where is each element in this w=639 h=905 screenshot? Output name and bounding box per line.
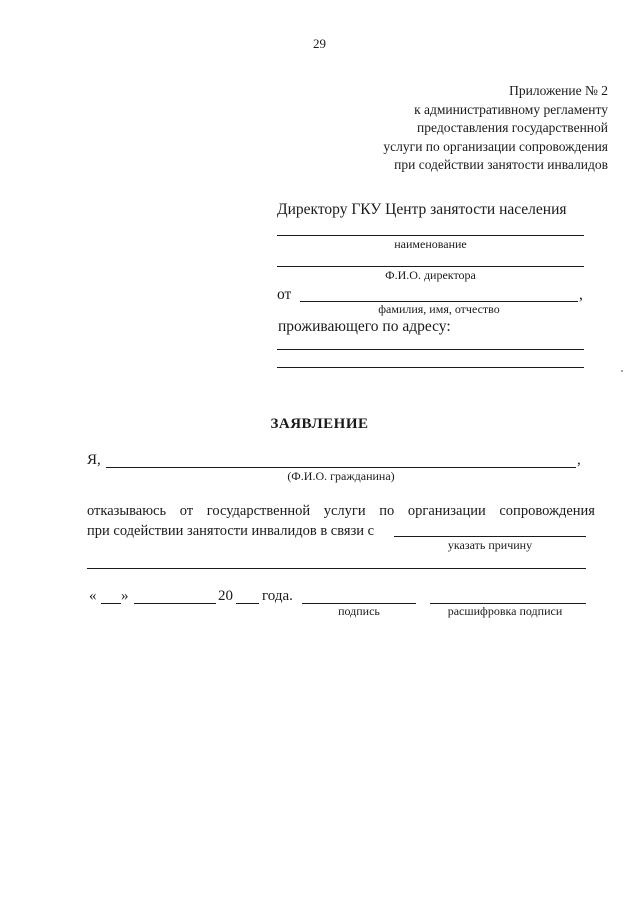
month-field[interactable] bbox=[134, 603, 216, 604]
day-field[interactable] bbox=[101, 603, 121, 604]
appendix-line: услуги по организации сопровождения bbox=[383, 138, 608, 154]
page-number: 29 bbox=[313, 36, 326, 51]
appendix-line: при содействии занятости инвалидов bbox=[394, 157, 608, 172]
address-label: проживающего по адресу: bbox=[278, 318, 451, 335]
caption-decryption: расшифровка подписи bbox=[447, 604, 563, 618]
appendix-line: предоставления государственной bbox=[417, 120, 608, 135]
address-field-line-2[interactable] bbox=[277, 367, 584, 368]
address-field-line-1[interactable] bbox=[277, 349, 584, 350]
citizen-name-field[interactable] bbox=[106, 467, 576, 468]
quote-open: « bbox=[89, 588, 97, 604]
reason-field[interactable] bbox=[394, 536, 586, 537]
body-word: по bbox=[379, 503, 395, 519]
from-label: от bbox=[277, 286, 292, 303]
year-suffix: года. bbox=[262, 588, 293, 604]
body-word: отказываюсь bbox=[87, 503, 167, 519]
body-word: государственной bbox=[206, 503, 311, 519]
from-comma: , bbox=[579, 286, 583, 303]
caption-director: Ф.И.О. директора bbox=[385, 268, 476, 282]
i-label: Я, bbox=[87, 452, 101, 468]
body-word: сопровождения bbox=[499, 503, 595, 519]
caption-name: наименование bbox=[394, 237, 467, 251]
body-word: услуги bbox=[323, 503, 366, 519]
reason-continuation-field[interactable] bbox=[87, 568, 586, 569]
caption-signature: подпись bbox=[338, 604, 380, 618]
quote-close: » bbox=[121, 588, 129, 604]
caption-citizen: (Ф.И.О. гражданина) bbox=[287, 469, 395, 483]
organization-name-field[interactable] bbox=[277, 235, 584, 236]
year-field[interactable] bbox=[236, 603, 259, 604]
citizen-comma: , bbox=[577, 452, 581, 468]
caption-reason: указать причину bbox=[447, 538, 533, 552]
director-name-field[interactable] bbox=[277, 266, 584, 267]
appendix-line: к административному регламенту bbox=[414, 101, 608, 117]
body-word: организации bbox=[407, 503, 486, 519]
scan-speck bbox=[621, 370, 623, 372]
year-prefix: 20 bbox=[218, 588, 233, 604]
appendix-header bbox=[300, 82, 608, 175]
statement-line-1 bbox=[87, 501, 595, 521]
document-title: ЗАЯВЛЕНИЕ bbox=[270, 416, 369, 432]
caption-fio: фамилия, имя, отчество bbox=[378, 302, 500, 316]
statement-body bbox=[87, 501, 595, 541]
addressee-line: Директору ГКУ Центр занятости населения bbox=[277, 201, 567, 218]
body-word: от bbox=[179, 503, 194, 519]
appendix-line: Приложение № 2 bbox=[509, 83, 608, 98]
statement-line-2: при содействии занятости инвалидов в связи с bbox=[87, 523, 375, 539]
